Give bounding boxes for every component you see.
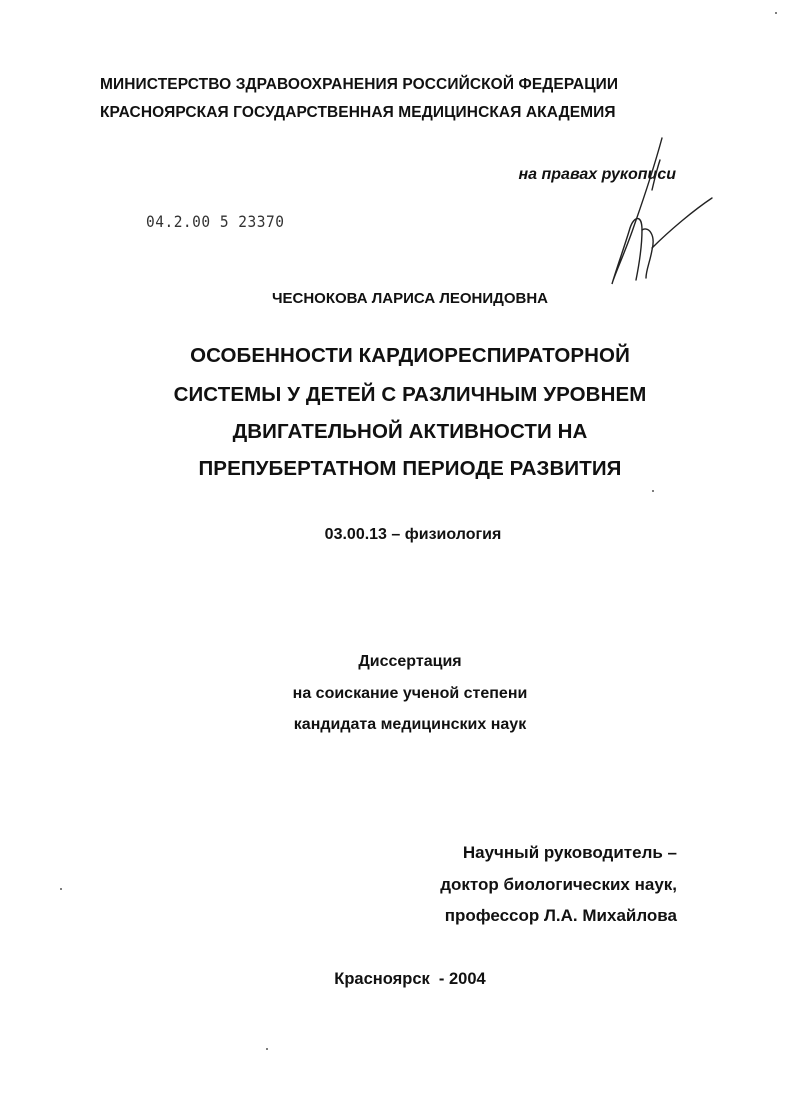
archive-stamp-number: 04.2.00 5 23370 <box>146 214 285 232</box>
title-line: ДВИГАТЕЛЬНОЙ АКТИВНОСТИ НА <box>232 420 588 443</box>
author-name: ЧЕСНОКОВА ЛАРИСА ЛЕОНИДОВНА <box>271 290 549 307</box>
academy-header: КРАСНОЯРСКАЯ ГОСУДАРСТВЕННАЯ МЕДИЦИНСКАЯ АКАДЕМИЯ <box>100 104 616 121</box>
dissertation-line: Диссертация <box>358 653 462 670</box>
ministry-header: МИНИСТЕРСТВО ЗДРАВООХРАНЕНИЯ РОССИЙСКОЙ ФЕДЕРАЦИИ <box>100 76 619 93</box>
scan-speck <box>775 12 777 14</box>
scan-speck <box>60 888 62 890</box>
scan-speck <box>266 1048 268 1050</box>
city-year: Красноярск - 2004 <box>334 970 486 988</box>
dissertation-line: кандидата медицинских наук <box>293 716 527 733</box>
handwritten-signature <box>590 130 720 290</box>
title-line: ПРЕПУБЕРТАТНОМ ПЕРИОДЕ РАЗВИТИЯ <box>198 457 622 480</box>
supervisor-line: профессор Л.А. Михайлова <box>444 906 677 925</box>
manuscript-rights-note: на правах рукописи <box>518 166 676 183</box>
title-line: ОСОБЕННОСТИ КАРДИОРЕСПИРАТОРНОЙ <box>190 344 630 367</box>
specialty-code: 03.00.13 – физиология <box>324 526 502 543</box>
supervisor-line: доктор биологических наук, <box>440 875 677 894</box>
scan-speck <box>652 490 654 492</box>
title-line: СИСТЕМЫ У ДЕТЕЙ С РАЗЛИЧНЫМ УРОВНЕМ <box>173 383 647 406</box>
supervisor-line: Научный руководитель – <box>462 843 677 862</box>
dissertation-line: на соискание ученой степени <box>292 685 528 702</box>
